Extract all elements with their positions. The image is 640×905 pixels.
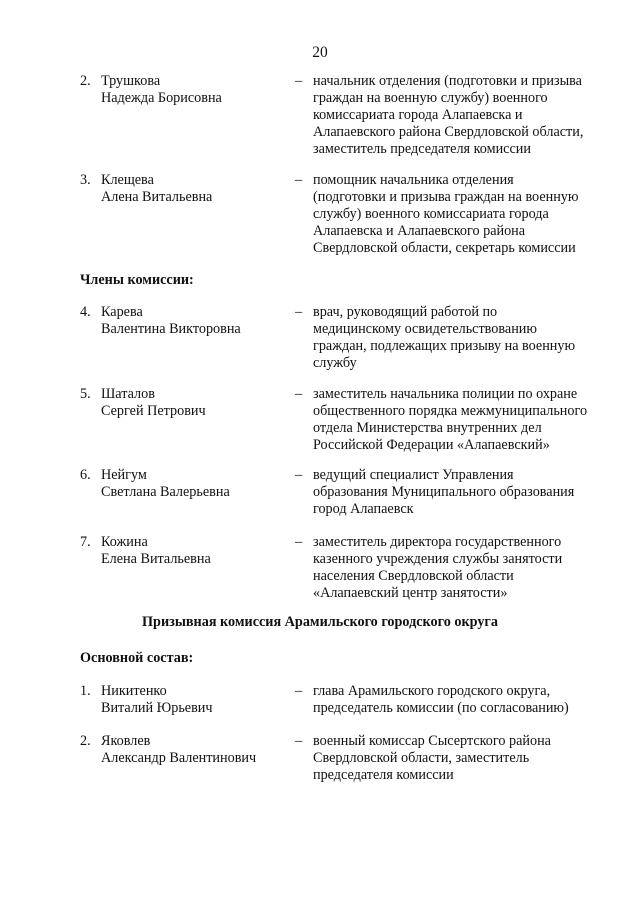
given-names: Елена Витальевна: [101, 551, 211, 567]
role-line: граждан на военную службу) военного: [313, 90, 548, 106]
role-line: врач, руководящий работой по: [313, 304, 498, 320]
surname: Никитенко: [101, 683, 167, 699]
member-role: [313, 467, 613, 518]
role-line: службу) военного комиссариата города: [313, 206, 549, 222]
given-names: Сергей Петрович: [101, 403, 206, 419]
role-line: Алапаевского района Свердловской области,: [313, 124, 584, 140]
role-line: заместитель начальника полиции по охране: [313, 386, 578, 402]
member-name: [101, 467, 301, 501]
entry-number: 6.: [80, 467, 91, 483]
entry-number: 5.: [80, 386, 91, 402]
role-line: службу: [313, 355, 357, 371]
entry-number: 4.: [80, 304, 91, 320]
role-line: военный комиссар Сысертского района: [313, 733, 551, 749]
role-line: глава Арамильского городского округа,: [313, 683, 551, 699]
role-line: Свердловской области, секретарь комиссии: [313, 240, 576, 256]
member-role: [313, 304, 613, 372]
role-line: Российской Федерации «Алапаевский»: [313, 437, 550, 453]
entry-number: 1.: [80, 683, 91, 699]
role-line: город Алапаевск: [313, 501, 414, 517]
role-line: «Алапаевский центр занятости»: [313, 585, 508, 601]
member-role: [313, 172, 613, 257]
main-composition-heading: Основной состав:: [80, 650, 194, 666]
role-line: казенного учреждения службы занятости: [313, 551, 563, 567]
role-line: медицинскому освидетельствованию: [313, 321, 537, 337]
page-number: 20: [312, 44, 328, 61]
given-names: Александр Валентинович: [101, 750, 257, 766]
given-names: Светлана Валерьевна: [101, 484, 230, 500]
role-line: комиссариата города Алапаевска и: [313, 107, 523, 123]
role-line: помощник начальника отделения: [313, 172, 514, 188]
dash: –: [295, 304, 303, 320]
member-role: [313, 73, 613, 158]
dash: –: [295, 73, 303, 89]
dash: –: [295, 467, 303, 483]
role-line: общественного порядка межмуниципального: [313, 403, 588, 419]
given-names: Виталий Юрьевич: [101, 700, 213, 716]
given-names: Алена Витальевна: [101, 189, 213, 205]
role-line: начальник отделения (подготовки и призыва: [313, 73, 582, 89]
entry-number: 3.: [80, 172, 91, 188]
surname: Трушкова: [101, 73, 161, 89]
member-name: [101, 683, 301, 717]
role-line: образования Муниципального образования: [313, 484, 575, 500]
role-line: ведущий специалист Управления: [313, 467, 514, 483]
surname: Карева: [101, 304, 143, 320]
surname: Яковлев: [101, 733, 151, 749]
surname: Клещева: [101, 172, 154, 188]
role-line: отдела Министерства внутренних дел: [313, 420, 542, 436]
dash: –: [295, 683, 303, 699]
role-line: Алапаевска и Алапаевского района: [313, 223, 526, 239]
member-role: [313, 733, 613, 784]
given-names: Надежда Борисовна: [101, 90, 222, 106]
role-line: председатель комиссии (по согласованию): [313, 700, 569, 716]
role-line: заместитель директора государственного: [313, 534, 562, 550]
member-role: [313, 386, 613, 454]
member-name: [101, 172, 301, 206]
member-name: [101, 386, 301, 420]
dash: –: [295, 386, 303, 402]
surname: Шаталов: [101, 386, 155, 402]
entry-number: 2.: [80, 73, 91, 89]
role-line: граждан, подлежащих призыву на военную: [313, 338, 576, 354]
member-name: [101, 733, 301, 767]
section-heading: Призывная комиссия Арамильского городского округа: [142, 614, 498, 630]
given-names: Валентина Викторовна: [101, 321, 241, 337]
member-role: [313, 683, 613, 717]
dash: –: [295, 534, 303, 550]
surname: Кожина: [101, 534, 148, 550]
member-name: [101, 73, 301, 107]
surname: Нейгум: [101, 467, 147, 483]
role-line: населения Свердловской области: [313, 568, 514, 584]
role-line: (подготовки и призыва граждан на военную: [313, 189, 579, 205]
entry-number: 7.: [80, 534, 91, 550]
role-line: заместитель председателя комиссии: [313, 141, 531, 157]
members-heading: Члены комиссии:: [80, 272, 194, 288]
member-name: [101, 534, 301, 568]
role-line: председателя комиссии: [313, 767, 454, 783]
member-role: [313, 534, 613, 602]
entry-number: 2.: [80, 733, 91, 749]
member-name: [101, 304, 301, 338]
role-line: Свердловской области, заместитель: [313, 750, 530, 766]
dash: –: [295, 172, 303, 188]
dash: –: [295, 733, 303, 749]
